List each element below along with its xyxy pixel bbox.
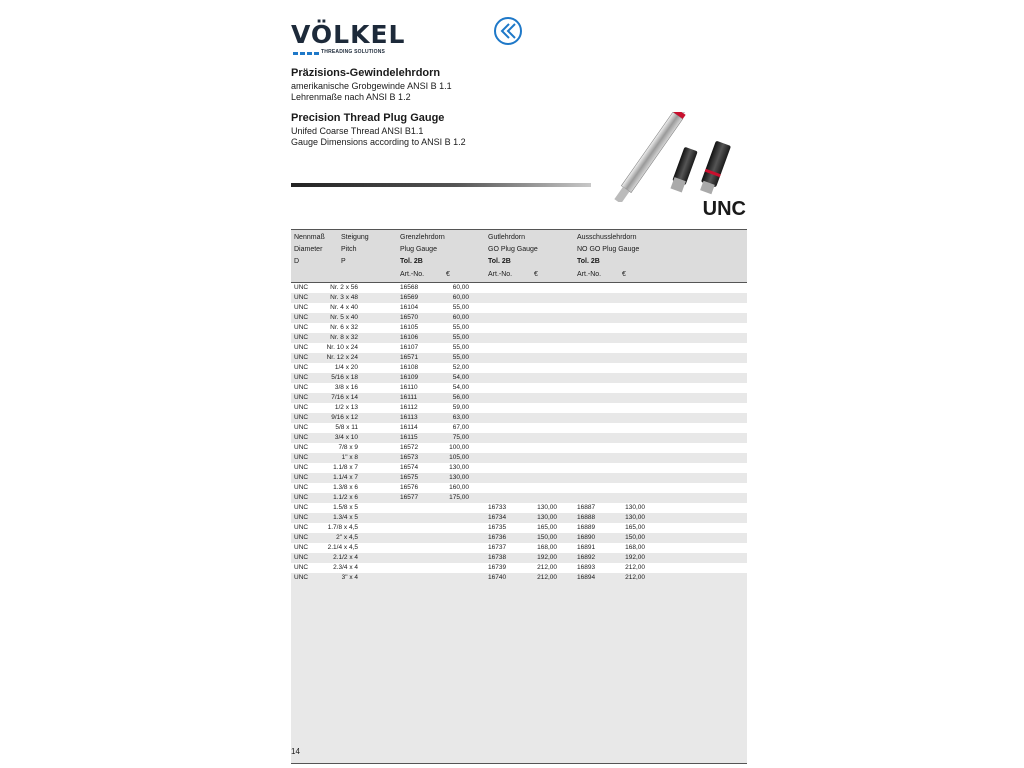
table-row <box>291 473 747 483</box>
empty-row <box>291 753 747 763</box>
subtitle-english <box>291 126 466 148</box>
table-row <box>291 413 747 423</box>
cell-type: UNC <box>294 354 309 361</box>
empty-row <box>291 703 747 713</box>
cell-size: Nr. 10 x 24 <box>326 344 358 351</box>
empty-row <box>291 593 747 603</box>
cell-type: UNC <box>294 474 309 481</box>
cell-type: UNC <box>294 424 309 431</box>
cell-type: UNC <box>294 404 309 411</box>
cell-limit-art: 16577 <box>400 494 419 501</box>
cell-limit-price: 105,00 <box>449 454 469 461</box>
cell-limit-price: 130,00 <box>449 474 469 481</box>
header-go-tol: Tol. 2B <box>488 258 511 265</box>
empty-row <box>291 583 747 593</box>
cell-limit-price: 54,00 <box>452 384 469 391</box>
logo-brand: VÖLKEL <box>291 20 406 49</box>
table-row <box>291 433 747 443</box>
cell-nogo-art: 16889 <box>577 524 596 531</box>
cell-type: UNC <box>294 394 309 401</box>
table-row <box>291 303 747 313</box>
cell-go-price: 130,00 <box>537 514 557 521</box>
cell-limit-price: 59,00 <box>452 404 469 411</box>
cell-go-price: 168,00 <box>537 544 557 551</box>
table-row <box>291 393 747 403</box>
table-row <box>291 483 747 493</box>
empty-row <box>291 633 747 643</box>
cell-type: UNC <box>294 544 309 551</box>
header-diameter-de: Nennmaß <box>294 234 325 241</box>
cell-go-price: 150,00 <box>537 534 557 541</box>
cell-nogo-price: 168,00 <box>625 544 645 551</box>
cell-type: UNC <box>294 384 309 391</box>
cell-type: UNC <box>294 454 309 461</box>
title-english: Precision Thread Plug Gauge <box>291 112 445 124</box>
cell-go-art: 16734 <box>488 514 507 521</box>
cell-size: 1.5/8 x 5 <box>333 504 358 511</box>
empty-row <box>291 603 747 613</box>
header-diameter-en: Diameter <box>294 246 323 253</box>
cell-limit-price: 100,00 <box>449 444 469 451</box>
cell-size: 7/8 x 9 <box>338 444 358 451</box>
cell-nogo-price: 165,00 <box>625 524 645 531</box>
empty-row <box>291 683 747 693</box>
empty-row <box>291 663 747 673</box>
cell-nogo-price: 130,00 <box>625 504 645 511</box>
table-row <box>291 503 747 513</box>
cell-limit-price: 60,00 <box>452 314 469 321</box>
cell-type: UNC <box>294 344 309 351</box>
cell-size: 3/4 x 10 <box>334 434 358 441</box>
company-logo <box>291 20 406 60</box>
cell-size: Nr. 8 x 32 <box>330 334 358 341</box>
cell-nogo-price: 150,00 <box>625 534 645 541</box>
cell-go-art: 16738 <box>488 554 507 561</box>
table-row <box>291 423 747 433</box>
table-row <box>291 293 747 303</box>
header-eur-nogo: € <box>622 271 626 278</box>
cell-size: 2.1/4 x 4,5 <box>327 544 358 551</box>
cell-size: 1.3/8 x 6 <box>333 484 358 491</box>
cell-nogo-price: 212,00 <box>625 564 645 571</box>
cell-size: Nr. 3 x 48 <box>330 294 358 301</box>
cell-go-art: 16739 <box>488 564 507 571</box>
cell-size: 2" x 4,5 <box>336 534 358 541</box>
cell-size: 1.1/2 x 6 <box>333 494 358 501</box>
cell-type: UNC <box>294 324 309 331</box>
logo-tagline: THREADING SOLUTIONS <box>321 49 386 55</box>
cell-limit-art: 16111 <box>400 394 418 401</box>
empty-row <box>291 643 747 653</box>
page-number: 14 <box>291 747 300 756</box>
cell-size: Nr. 4 x 40 <box>330 304 358 311</box>
subtitle-german-line2: Lehrenmaße nach ANSI B 1.2 <box>291 92 411 102</box>
table-row <box>291 353 747 363</box>
table-row <box>291 563 747 573</box>
empty-row <box>291 743 747 753</box>
cell-limit-price: 67,00 <box>452 424 469 431</box>
cell-limit-art: 16572 <box>400 444 419 451</box>
header-diameter-symbol: D <box>294 258 300 265</box>
cell-go-art: 16736 <box>488 534 507 541</box>
cell-nogo-art: 16890 <box>577 534 596 541</box>
cell-limit-price: 56,00 <box>452 394 469 401</box>
table-row <box>291 373 747 383</box>
table-row <box>291 573 747 583</box>
cell-type: UNC <box>294 334 309 341</box>
table-row <box>291 383 747 393</box>
cell-size: 2.1/2 x 4 <box>333 554 358 561</box>
header-go-de: Gutlehrdorn <box>488 234 525 241</box>
cell-size: 3/8 x 16 <box>334 384 358 391</box>
cell-limit-art: 16576 <box>400 484 419 491</box>
header-limit-gauge <box>400 232 445 268</box>
empty-row <box>291 623 747 633</box>
title-german: Präzisions-Gewindelehrdorn <box>291 67 441 79</box>
header-nogo-gauge <box>577 232 639 268</box>
subtitle-german-line1: amerikanische Grobgewinde ANSI B 1.1 <box>291 81 452 91</box>
table-row <box>291 513 747 523</box>
cell-limit-art: 16105 <box>400 324 419 331</box>
cell-limit-art: 16569 <box>400 294 419 301</box>
cell-limit-price: 55,00 <box>452 304 469 311</box>
header-art-limit: Art.-No. <box>400 271 425 278</box>
cell-type: UNC <box>294 414 309 421</box>
header-nogo-en: NO GO Plug Gauge <box>577 246 640 253</box>
cell-nogo-price: 130,00 <box>625 514 645 521</box>
header-pitch-en: Pitch <box>341 246 357 253</box>
subtitle-english-line2: Gauge Dimensions according to ANSI B 1.2 <box>291 137 466 147</box>
cell-size: Nr. 12 x 24 <box>326 354 358 361</box>
cell-size: 1/4 x 20 <box>334 364 358 371</box>
cell-limit-art: 16108 <box>400 364 419 371</box>
empty-row <box>291 723 747 733</box>
cell-limit-art: 16107 <box>400 344 419 351</box>
table-empty-rows <box>291 583 747 764</box>
cell-limit-price: 55,00 <box>452 354 469 361</box>
header-art-nogo: Art.-No. <box>577 271 602 278</box>
cell-type: UNC <box>294 434 309 441</box>
table-row <box>291 363 747 373</box>
cell-nogo-price: 212,00 <box>625 574 645 581</box>
cell-go-price: 212,00 <box>537 574 557 581</box>
cell-nogo-art: 16887 <box>577 504 596 511</box>
cell-size: 5/16 x 18 <box>331 374 358 381</box>
cell-limit-price: 63,00 <box>452 414 469 421</box>
table-row <box>291 313 747 323</box>
cell-go-art: 16740 <box>488 574 507 581</box>
header-limit-en: Plug Gauge <box>400 246 437 253</box>
table-row <box>291 523 747 533</box>
product-image-gauges <box>590 112 750 202</box>
cell-type: UNC <box>294 294 309 301</box>
cell-limit-art: 16571 <box>400 354 419 361</box>
empty-row <box>291 613 747 623</box>
empty-row <box>291 673 747 683</box>
cell-type: UNC <box>294 514 309 521</box>
cell-size: 1/2 x 13 <box>334 404 358 411</box>
header-nogo-tol: Tol. 2B <box>577 258 600 265</box>
cell-limit-art: 16104 <box>400 304 419 311</box>
table-row <box>291 453 747 463</box>
table-row <box>291 443 747 453</box>
cell-type: UNC <box>294 554 309 561</box>
empty-row <box>291 693 747 703</box>
cell-size: 1.1/8 x 7 <box>333 464 358 471</box>
cell-limit-price: 60,00 <box>452 284 469 291</box>
cell-limit-art: 16574 <box>400 464 419 471</box>
table-header <box>291 229 747 283</box>
cell-go-art: 16737 <box>488 544 507 551</box>
cell-nogo-art: 16893 <box>577 564 596 571</box>
cell-go-price: 212,00 <box>537 564 557 571</box>
cell-limit-art: 16106 <box>400 334 419 341</box>
cell-type: UNC <box>294 534 309 541</box>
header-go-gauge <box>488 232 538 268</box>
table-row <box>291 323 747 333</box>
header-limit-de: Grenzlehrdorn <box>400 234 445 241</box>
table-row <box>291 333 747 343</box>
cell-limit-art: 16113 <box>400 414 418 421</box>
cell-nogo-art: 16892 <box>577 554 596 561</box>
cell-type: UNC <box>294 374 309 381</box>
cell-nogo-art: 16888 <box>577 514 596 521</box>
logo-stripes <box>293 52 319 55</box>
header-diameter <box>294 232 325 268</box>
cell-limit-art: 16112 <box>400 404 418 411</box>
cell-limit-art: 16109 <box>400 374 419 381</box>
header-go-en: GO Plug Gauge <box>488 246 538 253</box>
cell-limit-art: 16570 <box>400 314 419 321</box>
cell-type: UNC <box>294 464 309 471</box>
cell-go-art: 16735 <box>488 524 507 531</box>
empty-row <box>291 713 747 723</box>
cell-type: UNC <box>294 524 309 531</box>
cell-limit-price: 160,00 <box>449 484 469 491</box>
cell-type: UNC <box>294 504 309 511</box>
table-row <box>291 553 747 563</box>
table-row <box>291 403 747 413</box>
header-limit-tol: Tol. 2B <box>400 258 423 265</box>
cell-limit-art: 16573 <box>400 454 419 461</box>
cell-type: UNC <box>294 364 309 371</box>
table-row <box>291 463 747 473</box>
cell-go-price: 192,00 <box>537 554 557 561</box>
cell-size: Nr. 5 x 40 <box>330 314 358 321</box>
table-body <box>291 283 747 583</box>
header-eur-go: € <box>534 271 538 278</box>
cell-type: UNC <box>294 314 309 321</box>
cell-size: 5/8 x 11 <box>335 424 358 431</box>
cell-limit-art: 16575 <box>400 474 419 481</box>
cell-nogo-art: 16891 <box>577 544 596 551</box>
cell-limit-price: 175,00 <box>449 494 469 501</box>
table-row <box>291 493 747 503</box>
cell-limit-art: 16110 <box>400 384 418 391</box>
subtitle-german <box>291 81 452 103</box>
empty-row <box>291 733 747 743</box>
cell-type: UNC <box>294 564 309 571</box>
cell-limit-price: 130,00 <box>449 464 469 471</box>
empty-row <box>291 653 747 663</box>
cell-limit-price: 75,00 <box>452 434 469 441</box>
cell-size: 9/16 x 12 <box>331 414 358 421</box>
header-pitch-de: Steigung <box>341 234 369 241</box>
cell-limit-art: 16568 <box>400 284 419 291</box>
cell-limit-price: 60,00 <box>452 294 469 301</box>
cell-size: 2.3/4 x 4 <box>333 564 358 571</box>
cell-limit-price: 55,00 <box>452 324 469 331</box>
cell-size: 1.7/8 x 4,5 <box>327 524 358 531</box>
table-row <box>291 533 747 543</box>
cell-limit-art: 16115 <box>400 434 418 441</box>
double-chevron-left-icon[interactable] <box>493 16 523 46</box>
cell-limit-price: 52,00 <box>452 364 469 371</box>
header-eur-limit: € <box>446 271 450 278</box>
cell-type: UNC <box>294 444 309 451</box>
cell-size: 1.1/4 x 7 <box>333 474 358 481</box>
cell-size: Nr. 6 x 32 <box>330 324 358 331</box>
cell-nogo-art: 16894 <box>577 574 596 581</box>
cell-type: UNC <box>294 494 309 501</box>
cell-go-art: 16733 <box>488 504 507 511</box>
cell-limit-price: 55,00 <box>452 334 469 341</box>
header-pitch <box>341 232 369 268</box>
cell-go-price: 130,00 <box>537 504 557 511</box>
table-row <box>291 283 747 293</box>
cell-limit-art: 16114 <box>400 424 418 431</box>
table-row <box>291 543 747 553</box>
cell-type: UNC <box>294 574 309 581</box>
price-table <box>291 229 747 764</box>
cell-limit-price: 54,00 <box>452 374 469 381</box>
cell-type: UNC <box>294 284 309 291</box>
header-nogo-de: Ausschusslehrdorn <box>577 234 637 241</box>
series-label: UNC <box>702 198 746 220</box>
cell-type: UNC <box>294 304 309 311</box>
header-pitch-symbol: P <box>341 258 346 265</box>
cell-nogo-price: 192,00 <box>625 554 645 561</box>
table-row <box>291 343 747 353</box>
cell-type: UNC <box>294 484 309 491</box>
cell-limit-price: 55,00 <box>452 344 469 351</box>
cell-size: 3" x 4 <box>341 574 358 581</box>
cell-size: 7/16 x 14 <box>331 394 358 401</box>
subtitle-english-line1: Unifed Coarse Thread ANSI B1.1 <box>291 126 424 136</box>
cell-size: Nr. 2 x 56 <box>330 284 358 291</box>
header-art-go: Art.-No. <box>488 271 513 278</box>
header-rule <box>291 183 591 187</box>
cell-size: 1.3/4 x 5 <box>333 514 358 521</box>
cell-go-price: 165,00 <box>537 524 557 531</box>
cell-size: 1" x 8 <box>341 454 358 461</box>
